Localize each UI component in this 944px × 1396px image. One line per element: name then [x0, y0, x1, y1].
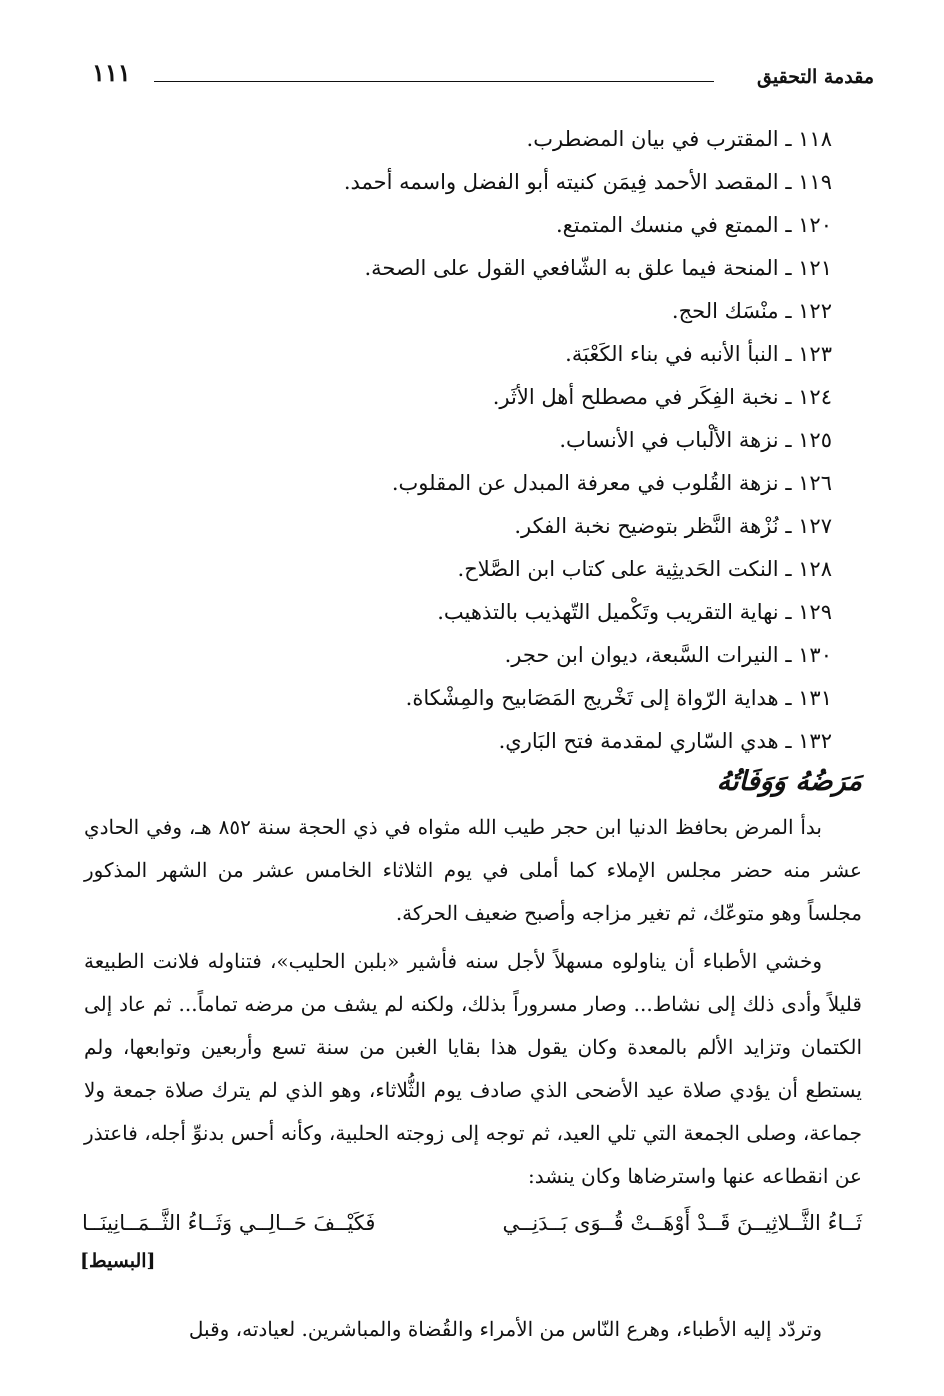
item-title: هدي السّاري لمقدمة فتح البَاري. [498, 729, 779, 753]
page-number: ١١١ [92, 58, 131, 87]
section-heading: مَرَضُهُ وَوَفَاتُهُ [716, 766, 862, 797]
item-title: المقصد الأحمد فِيمَن كنيته أبو الفضل واسمه أحمد. [343, 170, 779, 194]
header-rule [154, 81, 714, 82]
list-item: ١٢٩ ـ نهاية التقريب وتَكْميل التّهذيب بالتذهيب. [437, 600, 832, 624]
item-title: المقترب في بيان المضطرب. [526, 127, 779, 151]
item-number: ١٣١ [798, 686, 832, 710]
verse-first-hemistich: ثَــاءُ الثَّــلاثِيــنَ قَــدْ أَوْهَــتْ قُــوَى بَــدَنِــي [502, 1211, 862, 1235]
item-number: ١٢١ [798, 256, 832, 280]
list-item: ١٣١ ـ هداية الرّواة إلى تَخْريج المَصَابيح والمِشْكاة. [405, 686, 832, 710]
verse-line [82, 1200, 862, 1246]
list-item: ١٣٠ ـ النيرات السَّبعة، ديوان ابن حجر. [504, 643, 832, 667]
paragraph-visitors: وتردّد إليه الأطباء، وهرع النّاس من الأمراء والقُضاة والمباشرين. لعيادته، وقبل [188, 1317, 822, 1341]
verse-meter-label: [البسيط] [80, 1250, 156, 1272]
list-item: ١٢٢ ـ منْسَك الحج. [671, 299, 832, 323]
list-item: ١٢٦ ـ نزهة القُلوب في معرفة المبدل عن المقلوب. [391, 471, 832, 495]
item-number: ١٢٨ [798, 557, 832, 581]
item-number: ١١٩ [798, 170, 832, 194]
item-title: نزهة القُلوب في معرفة المبدل عن المقلوب. [391, 471, 779, 495]
item-number: ١٣٠ [798, 643, 832, 667]
item-title: النيرات السَّبعة، ديوان ابن حجر. [504, 643, 779, 667]
item-number: ١٢٥ [798, 428, 832, 452]
item-title: النبأ الأنبه في بناء الكَعْبَة. [565, 342, 779, 366]
list-item: ١٢٧ ـ نُزْهة النَّظر بتوضيح نخبة الفكر. [514, 514, 832, 538]
item-number: ١١٨ [798, 127, 832, 151]
book-list [272, 118, 832, 763]
page-header [92, 58, 874, 98]
item-title: نُزْهة النَّظر بتوضيح نخبة الفكر. [514, 514, 779, 538]
list-item: ١٢٤ ـ نخبة الفِكَر في مصطلح أهل الأثَر. [492, 385, 832, 409]
item-title: نخبة الفِكَر في مصطلح أهل الأثَر. [492, 385, 779, 409]
paragraph-doctors: وخشي الأطباء أن يناولوه مسهلاً لأجل سنه فأشير «بلبن الحليب»، فتناوله فلانت الطبيعة قليلاً وأدى ذلك إلى نشاط... وصار مسروراً بذلك، ولكنه لم يشف من مرضه تماماً... ثم عاد إلى الكتمان وتزايد الألم بالمعدة وكان يقول هذا بقايا الغبن من سنة تسع وأربعين وتوابعها، ولم يستطع أن يؤدي صلاة عيد الأضحى الذي صادف يوم الثُّلاثاء، وهو الذي لم يترك صلاة جمعة ولا جماعة، وصلى الجمعة التي تلي العيد، ثم توجه إلى زوجته الحلبية، وكأنه أحس بدنوِّ أجله، فاعتذر عن انقطاعه عنها واسترضاها وكان ينشد: [84, 949, 862, 1188]
item-title: نهاية التقريب وتَكْميل التّهذيب بالتذهيب. [437, 600, 779, 624]
running-head: مقدمة التحقيق [757, 66, 874, 88]
item-title: الممتع في منسك المتمتع. [555, 213, 779, 237]
item-number: ١٢٩ [798, 600, 832, 624]
item-number: ١٣٢ [798, 729, 832, 753]
list-item: ١٢٠ ـ الممتع في منسك المتمتع. [555, 213, 832, 237]
item-number: ١٢٢ [798, 299, 832, 323]
item-title: النكت الحَديثِية على كتاب ابن الصَّلاح. [457, 557, 779, 581]
list-item: ١٢٥ ـ نزهة الألْباب في الأنساب. [559, 428, 832, 452]
item-title: هداية الرّواة إلى تَخْريج المَصَابيح والمِشْكاة. [405, 686, 779, 710]
list-item: ١١٨ ـ المقترب في بيان المضطرب. [526, 127, 832, 151]
item-title: المنحة فيما علق به الشّافعي القول على الصحة. [364, 256, 779, 280]
item-number: ١٢٦ [798, 471, 832, 495]
item-number: ١٢٧ [798, 514, 832, 538]
list-item: ١٢١ ـ المنحة فيما علق به الشّافعي القول على الصحة. [364, 256, 832, 280]
item-number: ١٢٤ [798, 385, 832, 409]
list-item: ١٣٢ ـ هدي السّاري لمقدمة فتح البَاري. [498, 729, 832, 753]
list-item: ١١٩ ـ المقصد الأحمد فِيمَن كنيته أبو الفضل واسمه أحمد. [343, 170, 832, 194]
item-number: ١٢٠ [798, 213, 832, 237]
item-title: نزهة الألْباب في الأنساب. [559, 428, 779, 452]
item-number: ١٢٣ [798, 342, 832, 366]
list-item: ١٢٣ ـ النبأ الأنبه في بناء الكَعْبَة. [565, 342, 832, 366]
list-item: ١٢٨ ـ النكت الحَديثِية على كتاب ابن الصَّلاح. [457, 557, 832, 581]
verse-second-hemistich: فَكَيْــفَ حَــالِــي وَثَــاءُ الثَّــمَــانِينَــا [82, 1211, 376, 1235]
paragraph-illness-start: بدأ المرض بحافظ الدنيا ابن حجر طيب الله مثواه في ذي الحجة سنة ٨٥٢ هـ، وفي الحادي عشر منه حضر مجلس الإملاء كما أملى في يوم الثلاثاء الخامس عشر من الشهر المذكور مجلساً وهو متوعّك، ثم تغير مزاجه وأصبح ضعيف الحركة. [84, 815, 862, 925]
item-title: منْسَك الحج. [671, 299, 779, 323]
